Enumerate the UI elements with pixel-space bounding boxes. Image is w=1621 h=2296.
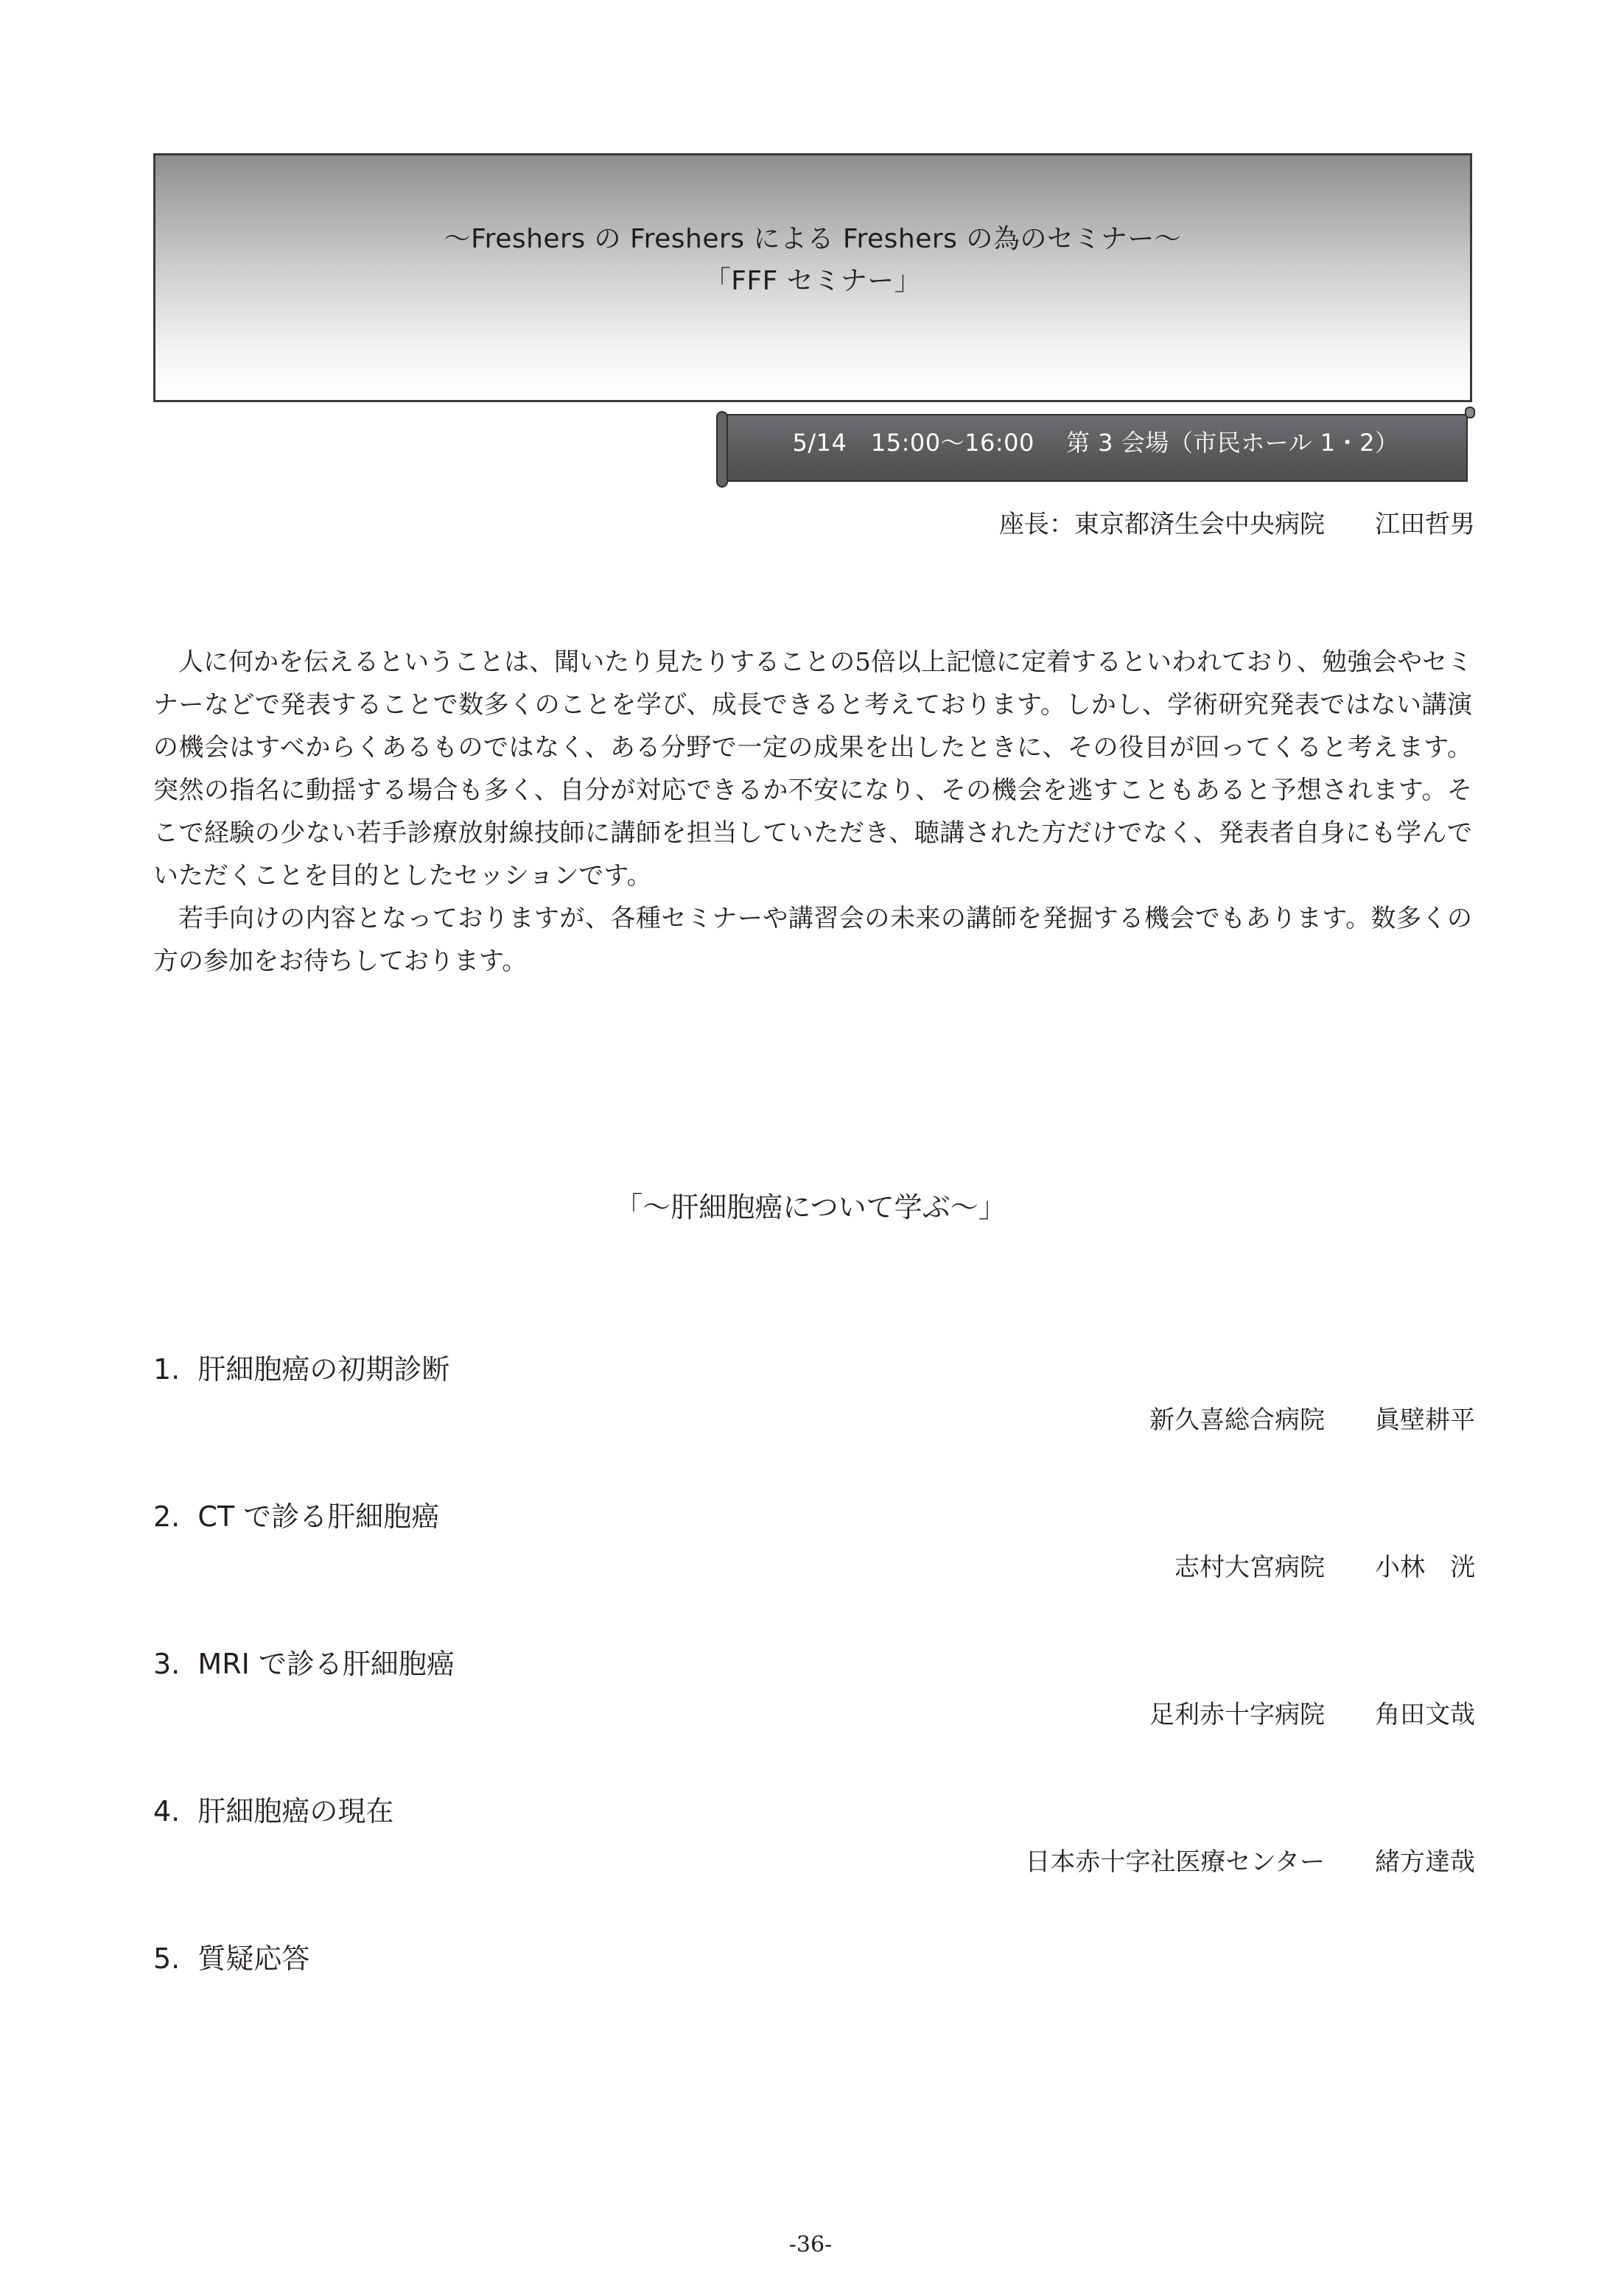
page-number: -36- [788,2232,833,2258]
session-banner [716,414,1475,482]
program-item-title: 4. 肝細胞癌の現在 [153,1795,394,1828]
intro-paragraph-1: 人に何かを伝えるということは、聞いたり見たりすることの5倍以上記憶に定着するといわれており、勉強会やセミナーなどで発表することで数多くのことを学び、成長できると考えております。しかし、学術研究発表ではない講演の機会はすべからくあるものではなく、ある分野で一定の成果を出したときに、その役目が回ってくると考えます。突然の指名に動揺する場合も多く、自分が対応できるか不安になり、その機会を逃すこともあると予想されます。そこで経験の少ない若手診療放射線技師に講師を担当していただき、聴講された方だけでなく、発表者自身にも学んでいただくことを目的としたセッションです。 [153,647,1472,891]
program-item-speaker: 新久喜総合病院 眞壁耕平 [1149,1405,1475,1435]
program-item-title: 1. 肝細胞癌の初期診断 [153,1353,450,1386]
program-item-title: 2. CT で診る肝細胞癌 [153,1500,440,1533]
session-date-time-venue: 5/14 15:00〜16:00 第 3 会場（市民ホール 1・2） [792,429,1399,457]
program-item-speaker: 日本赤十字社医療センター 緒方達哉 [1025,1847,1475,1877]
seminar-title-box [153,153,1472,402]
intro-paragraph-2: 若手向けの内容となっておりますが、各種セミナーや講習会の未来の講師を発掘する機会でもあります。数多くの方の参加をお待ちしております。 [153,904,1472,976]
intro-text [153,641,1472,983]
program-item-title: 3. MRI で診る肝細胞癌 [153,1648,455,1680]
program-item-speaker: 志村大宮病院 小林 洸 [1174,1553,1475,1582]
session-chair: 座長：東京都済生会中央病院 江田哲男 [999,510,1475,539]
topic-title: 「〜肝細胞癌について学ぶ〜」 [615,1191,1006,1224]
program-item-title: 5. 質疑応答 [153,1942,310,1975]
program-item-speaker: 足利赤十字病院 角田文哉 [1149,1700,1475,1730]
seminar-title-line1: 〜Freshers の Freshers による Freshers の為のセミナー〜 [444,224,1182,254]
seminar-title-line2: 「FFF セミナー」 [704,266,922,296]
